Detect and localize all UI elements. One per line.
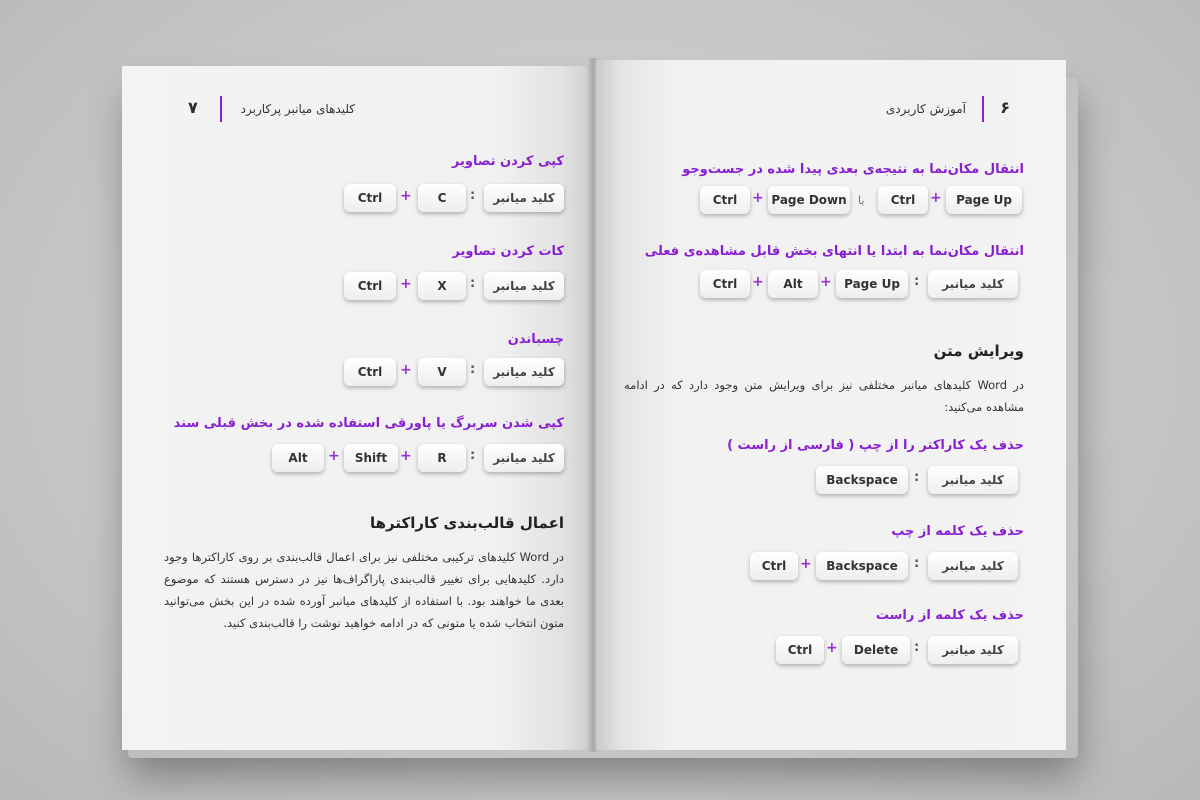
shortcut-label: کلید میانبر — [928, 552, 1018, 580]
right-page — [596, 60, 1066, 750]
key-shift: Shift — [344, 444, 398, 472]
shortcut-label: کلید میانبر — [484, 358, 564, 386]
plus-sign: + — [400, 276, 412, 292]
colon: : — [470, 188, 476, 203]
key-alt: Alt — [768, 270, 818, 298]
key-ctrl: Ctrl — [344, 272, 396, 300]
plus-sign: + — [400, 362, 412, 378]
section-heading-move-next-result: انتقال مکان‌نما به نتیجه‌ی بعدی پیدا شده در جست‌وجو — [682, 162, 1024, 177]
key-backspace: Backspace — [816, 466, 908, 494]
formatting-paragraph: در Word کلیدهای ترکیبی مختلفی نیز برای اعمال قالب‌بندی بر روی کاراکترها وجود دارد. کلیدهایی برای تغییر قالب‌بندی پاراگراف‌ها نیز در دسترس هستند که موضوع بعدی ما خواهند بود. با استفاده از کلیدهای میانبر آورده شده در این بخش می‌توانید متون انتخاب شده یا متونی که در ادامه خواهید نوشت را قالب‌بندی کنید. — [164, 550, 564, 630]
plus-sign: + — [752, 190, 764, 206]
key-ctrl: Ctrl — [776, 636, 824, 664]
header-divider-right — [982, 96, 984, 122]
plus-sign: + — [800, 556, 812, 572]
shortcut-label: کلید میانبر — [484, 444, 564, 472]
key-c: C — [418, 184, 466, 212]
edit-paragraph: در Word کلیدهای میانبر مختلفی نیز برای ویرایش متن وجود دارد که در ادامه مشاهده می‌کنید: — [624, 378, 1024, 414]
page-number-right: ۶ — [1000, 98, 1010, 117]
key-page-up: Page Up — [946, 186, 1022, 214]
header-title-right: آموزش کاربردی — [885, 102, 966, 116]
section-heading-delete-word-left: حذف یک کلمه از چپ — [891, 524, 1024, 539]
key-ctrl: Ctrl — [878, 186, 928, 214]
key-ctrl: Ctrl — [750, 552, 798, 580]
shortcut-label: کلید میانبر — [928, 270, 1018, 298]
colon: : — [470, 448, 476, 463]
section-heading-delete-character: حذف یک کاراکتر را از چپ ( فارسی از راست ) — [727, 438, 1024, 453]
colon: : — [914, 640, 920, 655]
section-heading-cut-images: کات کردن تصاویر — [452, 244, 564, 259]
section-title-character-formatting: اعمال قالب‌بندی کاراکترها — [369, 514, 564, 532]
section-heading-move-visible-section: انتقال مکان‌نما به ابتدا یا انتهای بخش قابل مشاهده‌ی فعلی — [644, 244, 1024, 259]
colon: : — [914, 470, 920, 485]
header-title-left: کلیدهای میانبر پرکاربرد — [240, 102, 355, 116]
key-ctrl: Ctrl — [344, 184, 396, 212]
key-backspace: Backspace — [816, 552, 908, 580]
colon: : — [914, 556, 920, 571]
colon: : — [914, 274, 920, 289]
key-v: V — [418, 358, 466, 386]
plus-sign: + — [328, 448, 340, 464]
key-page-up: Page Up — [836, 270, 908, 298]
colon: : — [470, 362, 476, 377]
key-ctrl: Ctrl — [700, 270, 750, 298]
section-heading-paste: چسباندن — [507, 332, 564, 347]
header-divider-left — [220, 96, 222, 122]
plus-sign: + — [752, 274, 764, 290]
plus-sign: + — [400, 188, 412, 204]
section-heading-copy-images: کپی کردن تصاویر — [451, 154, 564, 169]
key-x: X — [418, 272, 466, 300]
shortcut-label: کلید میانبر — [484, 272, 564, 300]
plus-sign: + — [826, 640, 838, 656]
or-text: یا — [858, 194, 865, 207]
key-delete: Delete — [842, 636, 910, 664]
key-page-down: Page Down — [768, 186, 850, 214]
key-alt: Alt — [272, 444, 324, 472]
section-heading-delete-word-right: حذف یک کلمه از راست — [875, 608, 1024, 623]
plus-sign: + — [400, 448, 412, 464]
page-number-left: ۷ — [188, 98, 198, 117]
plus-sign: + — [930, 190, 942, 206]
shortcut-label: کلید میانبر — [928, 636, 1018, 664]
section-heading-copy-header-footer: کپی شدن سربرگ یا پاورقی استفاده شده در بخش قبلی سند — [173, 416, 564, 431]
plus-sign: + — [820, 274, 832, 290]
key-ctrl: Ctrl — [700, 186, 750, 214]
key-r: R — [418, 444, 466, 472]
shortcut-label: کلید میانبر — [484, 184, 564, 212]
colon: : — [470, 276, 476, 291]
left-page — [122, 66, 590, 750]
shortcut-label: کلید میانبر — [928, 466, 1018, 494]
key-ctrl: Ctrl — [344, 358, 396, 386]
section-title-edit-text: ویرایش متن — [933, 342, 1024, 360]
